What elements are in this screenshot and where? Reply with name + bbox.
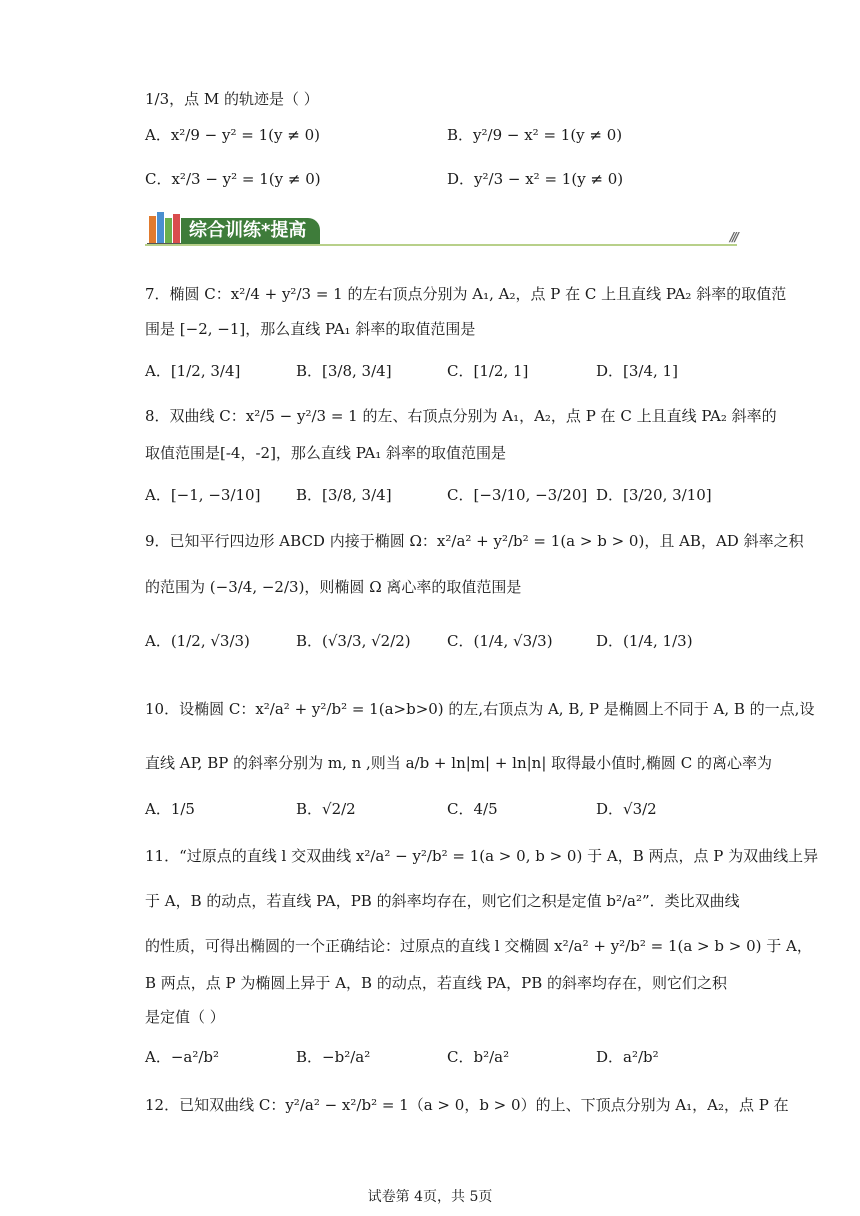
q6-option-a: A．x²/9 − y² = 1(y ≠ 0) xyxy=(145,126,320,144)
q11-line-3: 的性质，可得出椭圆的一个正确结论：过原点的直线 l 交椭圆 x²/a² + y²/b² = 1(a > b > 0) 于 A， xyxy=(145,937,812,955)
q7-option-c: C．[1/2, 1] xyxy=(447,362,529,380)
q10-option-c: C．4/5 xyxy=(447,800,498,818)
q8-line-1: 8．双曲线 C：x²/5 − y²/3 = 1 的左、右顶点分别为 A₁，A₂，点 P 在 C 上且直线 PA₂ 斜率的 xyxy=(145,407,777,425)
q12-line-1: 12．已知双曲线 C：y²/a² − x²/b² = 1（a > 0，b > 0）的上、下顶点分别为 A₁，A₂，点 P 在 xyxy=(145,1096,789,1114)
q10-line-2: 直线 AP, BP 的斜率分别为 m, n ,则当 a/b + ln|m| + ln|n| 取得最小值时,椭圆 C 的离心率为 xyxy=(145,754,772,772)
q11-option-a: A．−a²/b² xyxy=(145,1048,220,1066)
q11-option-d: D．a²/b² xyxy=(596,1048,659,1066)
section-slashes: /// xyxy=(729,230,737,244)
q10-option-a: A．1/5 xyxy=(145,800,195,818)
q8-option-d: D．[3/20, 3/10] xyxy=(596,486,712,504)
q9-line-1: 9．已知平行四边形 ABCD 内接于椭圆 Ω：x²/a² + y²/b² = 1(a > b > 0)，且 AB，AD 斜率之积 xyxy=(145,532,804,550)
q7-line-1: 7．椭圆 C：x²/4 + y²/3 = 1 的左右顶点分别为 A₁, A₂，点 P 在 C 上且直线 PA₂ 斜率的取值范 xyxy=(145,285,787,303)
q7-line-2: 围是 [−2, −1]，那么直线 PA₁ 斜率的取值范围是 xyxy=(145,320,476,338)
q11-option-b: B．−b²/a² xyxy=(296,1048,371,1066)
q9-line-2: 的范围为 (−3/4, −2/3)，则椭圆 Ω 离心率的取值范围是 xyxy=(145,578,522,596)
q9-option-c: C．(1/4, √3/3) xyxy=(447,632,553,650)
q6-tail-line: 1/3，点 M 的轨迹是（ ） xyxy=(145,90,319,108)
q8-option-c: C．[−3/10, −3/20] xyxy=(447,486,588,504)
q7-option-b: B．[3/8, 3/4] xyxy=(296,362,392,380)
page-footer: 试卷第 4页，共 5页 xyxy=(367,1189,493,1205)
q11-line-5: 是定值（ ） xyxy=(145,1008,225,1026)
q11-line-1: 11．“过原点的直线 l 交双曲线 x²/a² − y²/b² = 1(a > 0, b > 0) 于 A，B 两点，点 P 为双曲线上异 xyxy=(145,847,819,865)
q11-option-c: C．b²/a² xyxy=(447,1048,510,1066)
q9-option-d: D．(1/4, 1/3) xyxy=(596,632,693,650)
q6-option-b: B．y²/9 − x² = 1(y ≠ 0) xyxy=(447,126,623,144)
q6-option-d: D．y²/3 − x² = 1(y ≠ 0) xyxy=(447,170,624,188)
section-title: 综合训练*提高 xyxy=(181,218,320,244)
q6-option-c: C．x²/3 − y² = 1(y ≠ 0) xyxy=(145,170,321,188)
q9-option-a: A．(1/2, √3/3) xyxy=(145,632,250,650)
books-icon xyxy=(147,210,183,246)
q8-line-2: 取值范围是[-4，-2]，那么直线 PA₁ 斜率的取值范围是 xyxy=(145,444,507,462)
q9-option-b: B．(√3/3, √2/2) xyxy=(296,632,411,650)
section-banner xyxy=(145,210,737,252)
q7-option-d: D．[3/4, 1] xyxy=(596,362,678,380)
q7-option-a: A．[1/2, 3/4] xyxy=(145,362,241,380)
section-rule xyxy=(145,244,737,246)
q8-option-b: B．[3/8, 3/4] xyxy=(296,486,392,504)
q8-option-a: A．[−1, −3/10] xyxy=(145,486,261,504)
q10-line-1: 10．设椭圆 C：x²/a² + y²/b² = 1(a>b>0) 的左,右顶点为 A, B, P 是椭圆上不同于 A, B 的一点,设 xyxy=(145,700,815,718)
q10-option-d: D．√3/2 xyxy=(596,800,657,818)
q11-line-2: 于 A，B 的动点，若直线 PA，PB 的斜率均存在，则它们之积是定值 b²/a²”．类比双曲线 xyxy=(145,892,740,910)
q11-line-4: B 两点，点 P 为椭圆上异于 A，B 的动点，若直线 PA，PB 的斜率均存在，则它们之积 xyxy=(145,974,728,992)
q10-option-b: B．√2/2 xyxy=(296,800,356,818)
